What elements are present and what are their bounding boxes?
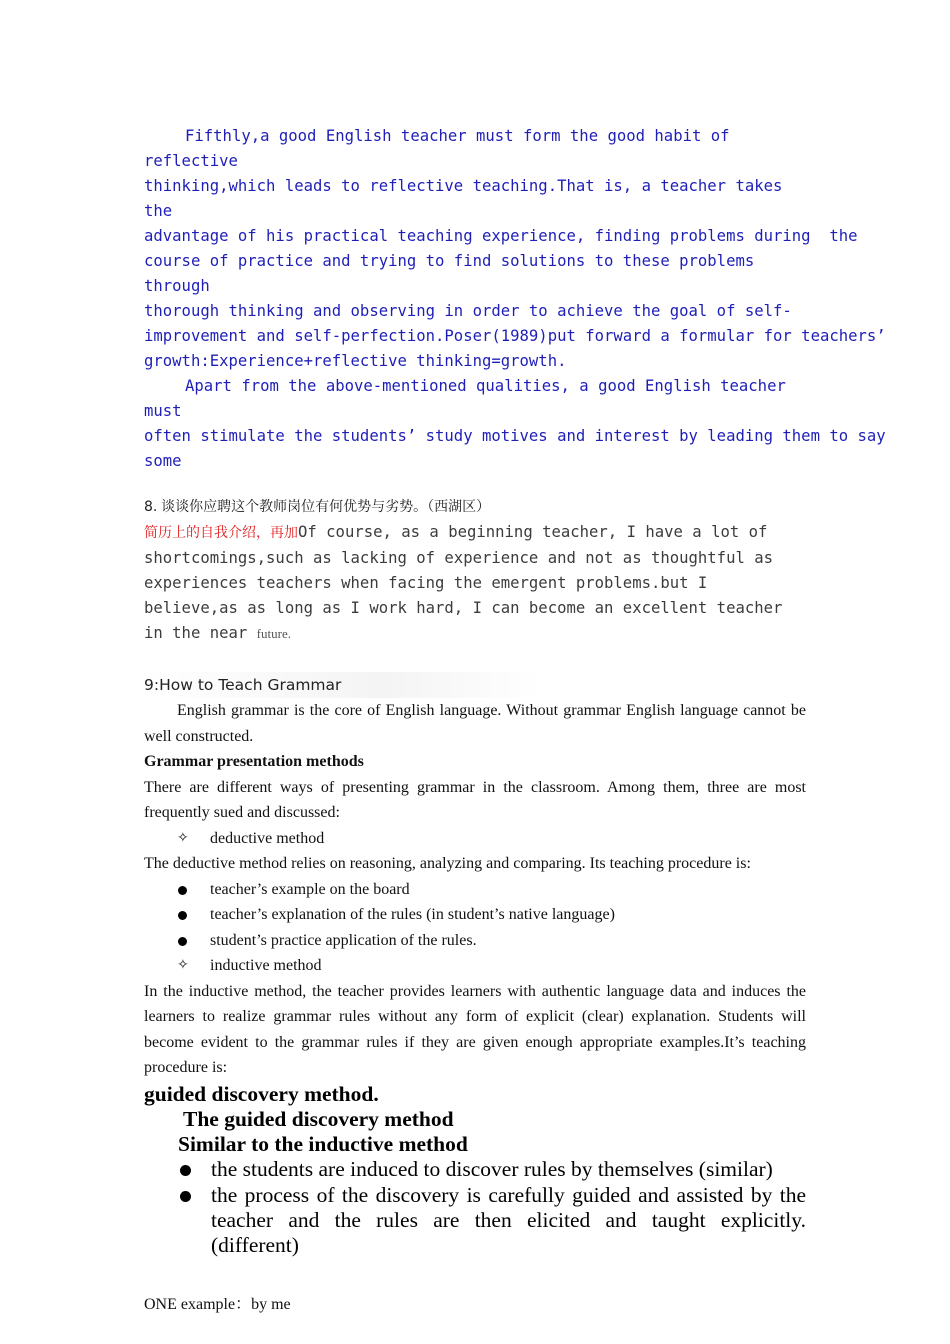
question-number: 8. xyxy=(144,499,158,515)
grammar-section xyxy=(144,698,806,1081)
list-item xyxy=(144,928,806,954)
four-pointed-star-outline-icon: ✧ xyxy=(177,957,189,973)
text-line: Of course, as a beginning teacher, I have a lot of xyxy=(298,523,768,541)
step-text: teacher’s example on the board xyxy=(210,880,410,898)
question-8-answer xyxy=(144,520,806,646)
list-item xyxy=(144,826,806,852)
text-line: Apart from the above-mentioned qualities, a good English teacher must xyxy=(144,377,786,420)
method-label: deductive method xyxy=(210,829,325,847)
paragraph-reflective-thinking xyxy=(144,124,886,374)
text-end: future. xyxy=(256,626,291,641)
guided-heading: guided discovery method. xyxy=(144,1081,379,1106)
question-8-heading xyxy=(144,496,806,518)
point-text: the process of the discovery is carefully guided and assisted by the teacher and the rules are then elicited and taught explicitly. (different) xyxy=(211,1182,806,1258)
inductive-paragraph: In the inductive method, the teacher provides learners with authentic language data and induces the learners to realize grammar rules without any form of explicit (clear) explanation. Students will become evident to the grammar rules if they are given enough appropriate examples.It’s teaching procedure is: xyxy=(144,982,806,1076)
deductive-paragraph: The deductive method relies on reasoning, analyzing and comparing. Its teaching procedure is: xyxy=(144,855,751,872)
presentation-heading: Grammar presentation methods xyxy=(144,753,364,770)
method-label: inductive method xyxy=(210,957,322,974)
text-line: in the near xyxy=(144,624,257,642)
list-item xyxy=(144,953,806,979)
list-item xyxy=(144,902,806,928)
text-line: course of practice and trying to find solutions to these problems through xyxy=(144,252,755,295)
text-line: believe,as as long as I work hard, I can become an excellent teacher xyxy=(144,599,783,617)
intro-paragraph: English grammar is the core of English language. Without grammar English language cannot be well constructed. xyxy=(144,702,806,745)
step-text: teacher’s explanation of the rules (in student’s native language) xyxy=(210,906,615,923)
filled-circle-bullet-icon xyxy=(180,1165,191,1176)
guided-points xyxy=(144,1157,806,1258)
four-pointed-star-outline-icon: ✧ xyxy=(177,829,189,846)
paragraph-other-qualities xyxy=(144,374,886,474)
filled-circle-bullet-icon xyxy=(178,911,187,920)
text-line: thorough thinking and observing in order to achieve the goal of self- xyxy=(144,302,792,320)
filled-circle-bullet-icon xyxy=(178,937,187,946)
answer-last-line xyxy=(144,621,806,646)
point-text: the students are induced to discover rules by themselves (similar) xyxy=(211,1157,773,1182)
filled-circle-bullet-icon xyxy=(180,1191,191,1202)
answer-first-line xyxy=(144,520,806,546)
presentation-paragraph: There are different ways of presenting grammar in the classroom. Among them, three are most frequently sued and discussed: xyxy=(144,778,806,821)
text-line: improvement and self-perfection.Poser(1989)put forward a formular for teachers’ xyxy=(144,327,886,345)
document-page xyxy=(144,124,886,1314)
red-note: 简历上的自我介绍，再加 xyxy=(144,525,298,541)
text-line: shortcomings,such as lacking of experience and not as thoughtful as xyxy=(144,549,774,567)
guided-subheading: Similar to the inductive method xyxy=(178,1132,468,1157)
text-line: advantage of his practical teaching experience, finding problems during the xyxy=(144,227,858,245)
list-item xyxy=(144,1157,806,1182)
list-item xyxy=(144,1183,806,1259)
guided-discovery-section xyxy=(144,1082,806,1259)
filled-circle-bullet-icon xyxy=(178,886,187,895)
text-line: experiences teachers when facing the emergent problems.but I xyxy=(144,574,708,592)
text-line: often stimulate the students’ study motives and interest by leading them to say xyxy=(144,427,886,445)
deductive-steps xyxy=(144,877,806,979)
question-9-heading: 9:How to Teach Grammar xyxy=(144,672,544,698)
text-line: thinking,which leads to reflective teaching.That is, a teacher takes the xyxy=(144,177,783,220)
text-line: growth:Experience+reflective thinking=growth. xyxy=(144,352,567,370)
deductive-list xyxy=(144,826,806,852)
example-line: ONE example：by me xyxy=(144,1295,291,1313)
step-text: student’s practice application of the rules. xyxy=(210,931,477,949)
question-title: 谈谈你应聘这个教师岗位有何优势与劣势。（西湖区） xyxy=(161,499,491,515)
list-item xyxy=(144,877,806,903)
guided-subheading: The guided discovery method xyxy=(183,1106,454,1131)
text-line: Fifthly,a good English teacher must form the good habit of reflective xyxy=(144,127,730,170)
text-line: some xyxy=(144,452,182,470)
